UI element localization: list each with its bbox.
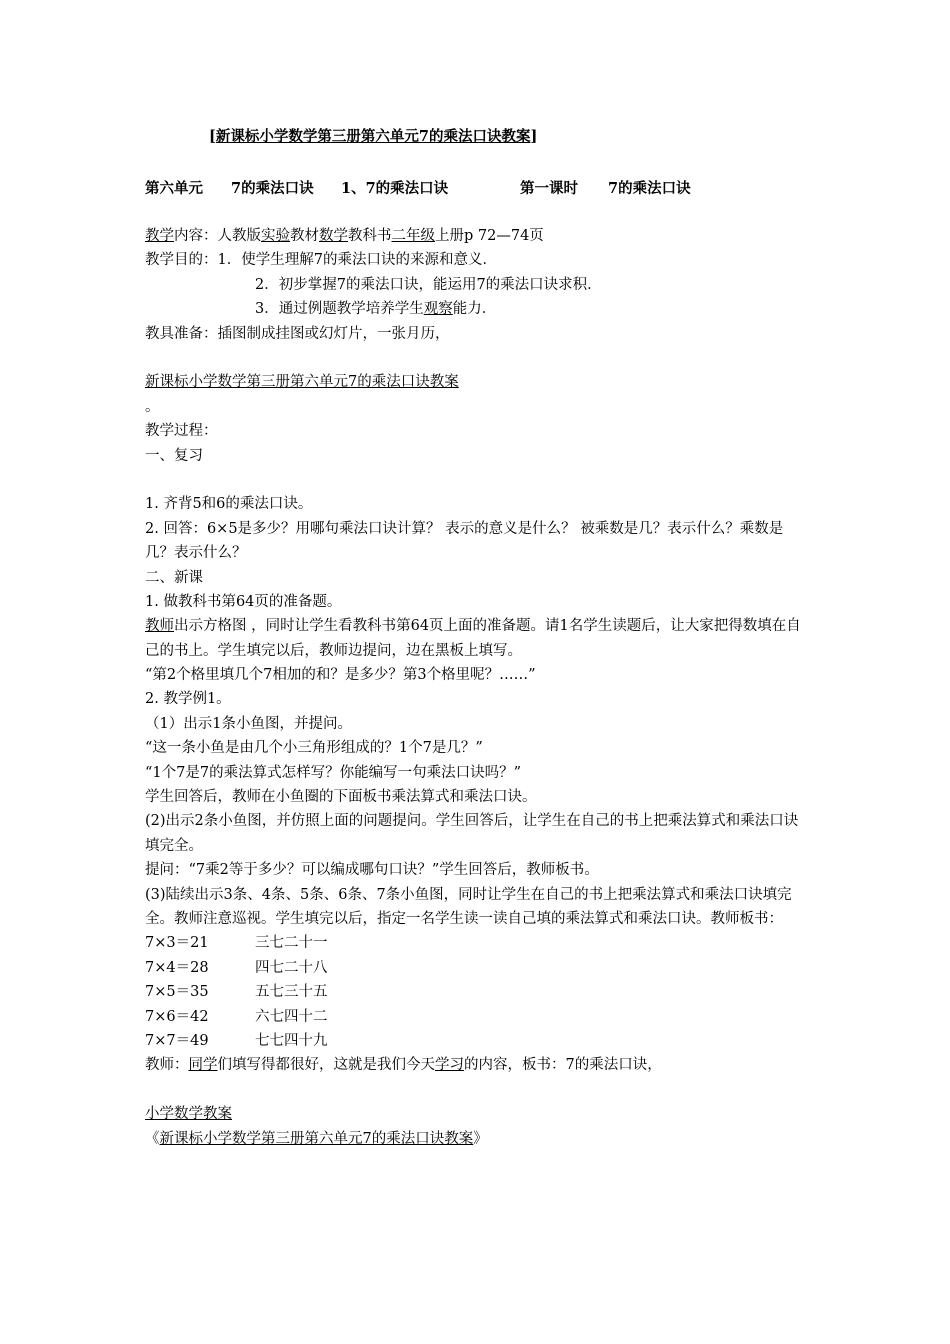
review-item-2: 2. 回答：6×5是多少？用哪句乘法口诀计算？ 表示的意义是什么？ 被乘数是几？表示什么？乘数是几？表示什么？ bbox=[145, 520, 784, 562]
heading-topic: 7的乘法口诀 bbox=[231, 180, 314, 197]
link-xuexi[interactable]: 学习 bbox=[435, 1057, 464, 1074]
table-row bbox=[145, 1029, 810, 1053]
link-shiyan[interactable]: 实验 bbox=[261, 228, 290, 244]
text: 能力． bbox=[452, 301, 497, 318]
table-equation: 7×6＝42 bbox=[145, 1008, 209, 1025]
text: 教材 bbox=[290, 228, 319, 244]
text: 上册p 72—74页 bbox=[435, 228, 544, 244]
goal-1: 教学目的：1．使学生理解7的乘法口诀的来源和意义． bbox=[145, 252, 497, 269]
review-heading: 一、复习 bbox=[145, 447, 203, 464]
document-body bbox=[145, 224, 810, 1151]
step-2: (2)出示2条小鱼图，并仿照上面的问题提问。学生回答后，让学生在自己的书上把乘法算式和乘法口诀填完全。 bbox=[145, 813, 799, 854]
process-heading: 教学过程： bbox=[145, 423, 218, 440]
step-2-question: 提问：“7乘2等于多少？可以编成哪句口诀？”学生回答后，教师板书。 bbox=[145, 862, 599, 879]
title-bracket-open: [ bbox=[209, 128, 216, 145]
link-jiaoxue[interactable]: 教学 bbox=[145, 228, 174, 244]
new-item-1-question: “第2个格里填几个7相加的和？是多少？第3个格里呢？……” bbox=[145, 667, 536, 684]
multiplication-table bbox=[145, 931, 810, 1053]
period-mark: 。 bbox=[145, 398, 160, 415]
table-row bbox=[145, 1005, 810, 1029]
step-3: (3)陆续出示3条、4条、5条、6条、7条小鱼图，同时让学生在自己的书上把乘法算式和乘法口诀填完全。教师注意巡视。学生填完以后，指定一名学生读一读自己填的乘法算式和乘法口诀。教师板书： bbox=[145, 886, 792, 928]
step-1-question-2: “1个7是7的乘法算式怎样写？你能编写一句乘法口诀吗？” bbox=[145, 764, 521, 781]
heading-lesson: 第一课时 bbox=[520, 180, 578, 197]
closing-remark bbox=[145, 1053, 810, 1077]
goal-2: 2．初步掌握7的乘法口诀，能运用7的乘法口诀求积． bbox=[255, 276, 602, 293]
heading-section: 1、7的乘法口诀 bbox=[341, 180, 449, 197]
title-link[interactable]: 新课标小学数学第三册第六单元7的乘法口诀教案 bbox=[215, 128, 531, 145]
table-equation: 7×7＝49 bbox=[145, 1033, 209, 1050]
table-row bbox=[145, 931, 810, 955]
new-lesson-heading: 二、新课 bbox=[145, 569, 203, 586]
table-rhyme: 四七二十八 bbox=[255, 959, 328, 976]
table-row bbox=[145, 956, 810, 980]
text: 们填写得都很好，这就是我们今天 bbox=[217, 1057, 435, 1074]
table-equation: 7×4＝28 bbox=[145, 959, 209, 976]
text: 出示方格图 ，同时让学生看教科书第64页上面的准备题。请1名学生读题后，让大家把得数填在自己的书上。学生填完以后，教师边提问，边在黑板上填写。 bbox=[145, 618, 801, 659]
new-item-2: 2. 教学例1。 bbox=[145, 691, 231, 708]
lesson-heading bbox=[145, 177, 691, 198]
table-rhyme: 七七四十九 bbox=[255, 1033, 328, 1050]
link-ernianji[interactable]: 二年级 bbox=[391, 228, 435, 244]
step-1-question-1: “这一条小鱼是由几个小三角形组成的？1个7是几？” bbox=[145, 740, 483, 757]
table-rhyme: 三七二十一 bbox=[255, 935, 328, 952]
goal-3 bbox=[145, 297, 810, 321]
text: 的内容，板书：7的乘法口诀， bbox=[464, 1057, 662, 1074]
heading-unit: 第六单元 bbox=[145, 180, 203, 197]
teaching-tools: 教具准备：插图制成挂图或幻灯片，一张月历， bbox=[145, 325, 450, 342]
lesson-plan-link[interactable]: 新课标小学数学第三册第六单元7的乘法口诀教案 bbox=[145, 374, 459, 391]
text: 》 bbox=[473, 1130, 488, 1147]
text: 内容：人教版 bbox=[174, 228, 261, 244]
link-tongxue[interactable]: 同学 bbox=[188, 1057, 218, 1074]
step-1: （1）出示1条小鱼图，并提问。 bbox=[145, 715, 352, 732]
text: 《 bbox=[145, 1130, 160, 1147]
footer-title bbox=[145, 1127, 810, 1151]
link-jiaoshi[interactable]: 教师 bbox=[145, 618, 174, 635]
table-equation: 7×3＝21 bbox=[145, 935, 209, 952]
new-item-1-text bbox=[145, 614, 810, 663]
review-item-1: 1. 齐背5和6的乘法口诀。 bbox=[145, 496, 313, 513]
text: 教科书 bbox=[348, 228, 392, 244]
link-shuxue[interactable]: 数学 bbox=[319, 228, 348, 244]
table-rhyme: 五七三十五 bbox=[255, 984, 328, 1001]
text: 教师： bbox=[145, 1057, 189, 1074]
footer-link[interactable]: 小学数学教案 bbox=[145, 1106, 232, 1123]
new-item-1: 1. 做教科书第64页的准备题。 bbox=[145, 593, 342, 610]
content-line bbox=[145, 224, 810, 248]
heading-lesson-topic: 7的乘法口诀 bbox=[608, 180, 691, 197]
doc-title bbox=[209, 125, 537, 146]
footer-title-link[interactable]: 新课标小学数学第三册第六单元7的乘法口诀教案 bbox=[159, 1130, 474, 1147]
table-equation: 7×5＝35 bbox=[145, 984, 209, 1001]
link-guancha[interactable]: 观察 bbox=[423, 301, 453, 318]
table-rhyme: 六七四十二 bbox=[255, 1008, 328, 1025]
title-bracket-close: ] bbox=[530, 128, 538, 145]
table-row bbox=[145, 980, 810, 1004]
step-1-answer: 学生回答后，教师在小鱼圈的下面板书乘法算式和乘法口诀。 bbox=[145, 789, 537, 806]
text: 3．通过例题教学培养学生 bbox=[255, 301, 424, 318]
